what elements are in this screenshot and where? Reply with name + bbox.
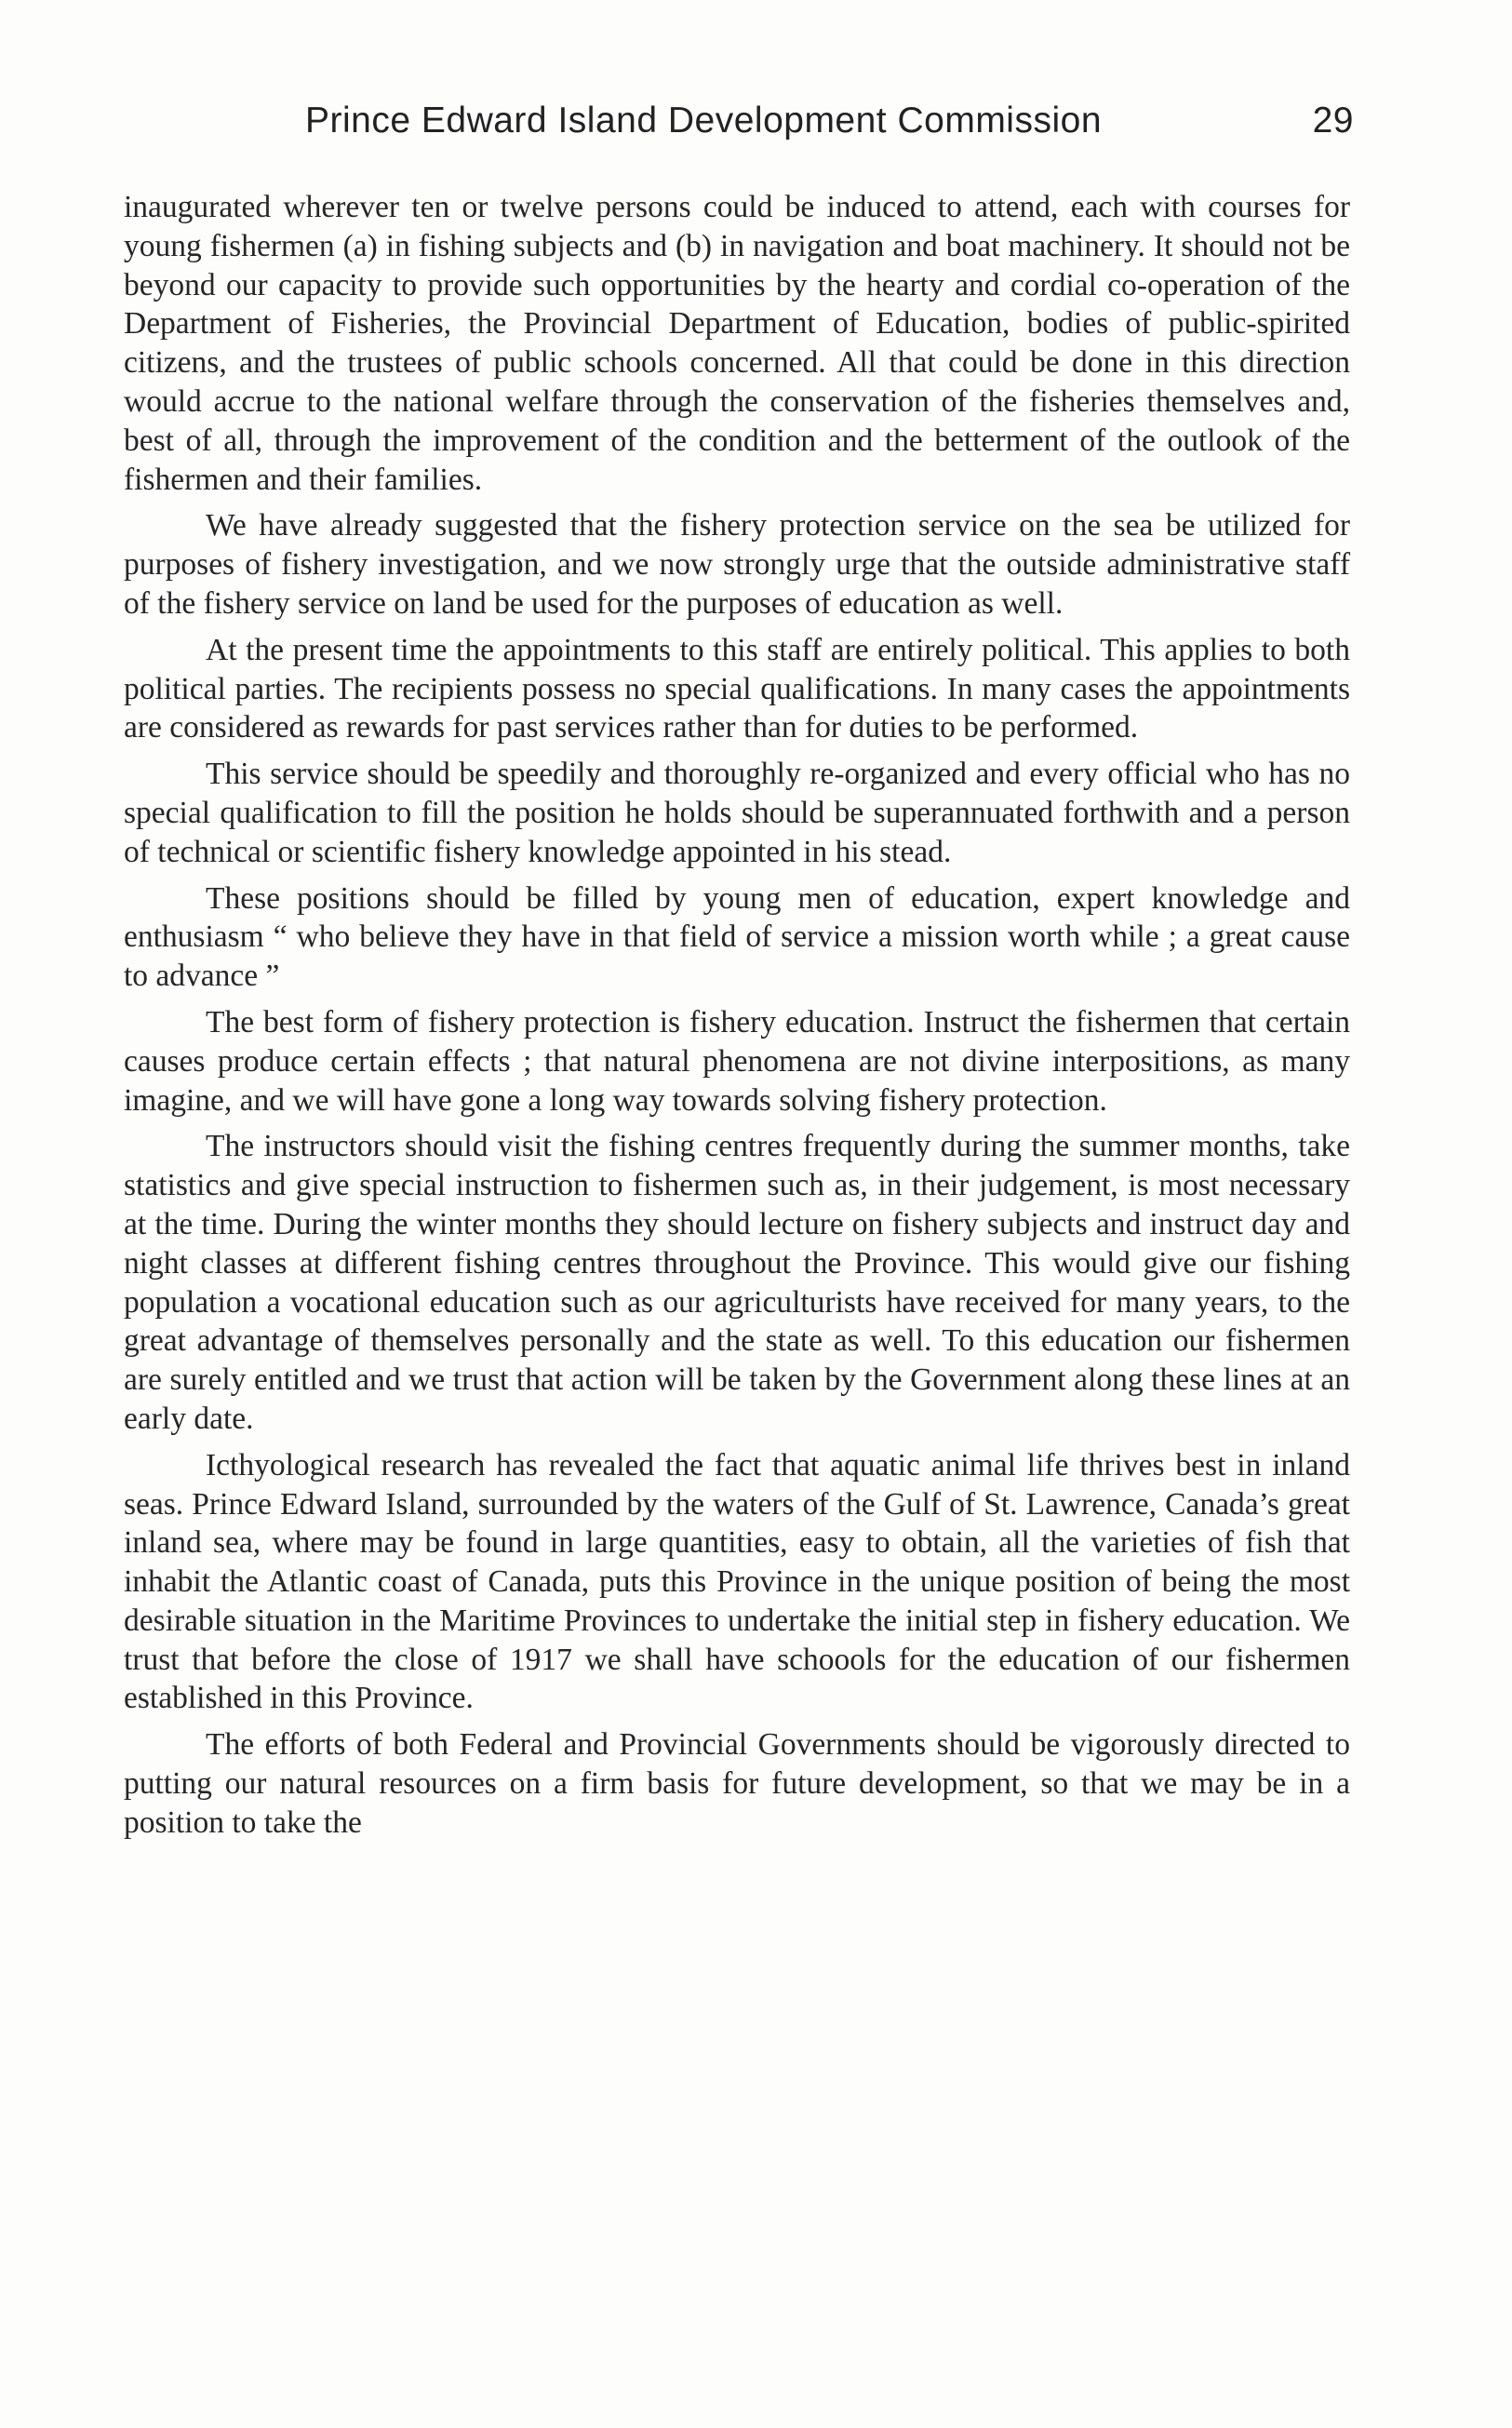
page-number: 29 [1312,101,1354,141]
running-title: Prince Edward Island Development Commission [305,101,1103,141]
paragraph-young-men: These positions should be filled by young men of education, expert knowledge and enthusiasm “ who believe they have in that field of service a mission worth while ; a great cause to advance ” [124,880,1350,994]
paragraph-government-efforts: The efforts of both Federal and Provincial Governments should be vigorously directed to putting our natural resources on a firm basis for future development, so that we may be in a position to take the [124,1727,1350,1840]
body-text [124,188,1350,1850]
page-header [124,101,1354,156]
paragraph-continued: inaugurated wherever ten or twelve persons could be induced to attend, each with courses for young fishermen (a) in fishing subjects and (b) in navigation and boat machinery. It should not be beyond our capacity to provide such opportunities by the hearty and cordial co-operation of the Department of Fisheries, the Provincial Department of Education, bodies of public-spirited citizens, and the trustees of public schools concerned. All that could be done in this direction would accrue to the national welfare through the conservation of the fisheries themselves and, best of all, through the improvement of the condition and the betterment of the outlook of the fishermen and their families. [124,190,1350,497]
paragraph-political-appointments: At the present time the appointments to this staff are entirely political. This applies to both political parties. The recipients possess no special qualifications. In many cases the appointments are considered as rewards for past services rather than for duties to be performed. [124,632,1350,745]
paragraph-instructors: The instructors should visit the fishing centres frequently during the summer months, take statistics and give special instruction to fishermen such as, in their judgement, is most necessary at the time. During the winter months they should lecture on fishery subjects and instruct day and night classes at different fishing centres throughout the Province. This would give our fishing population a vocational education such as our agriculturists have received for many years, to the great advantage of themselves personally and the state as well. To this education our fishermen are surely entitled and we trust that action will be taken by the Government along these lines at an early date. [124,1129,1350,1436]
paragraph-reorganization: This service should be speedily and thoroughly re-organized and every official who has no special qualification to fill the position he holds should be superannuated forthwith and a person of technical or scientific fishery knowledge appointed in his stead. [124,757,1350,869]
paragraph-fishery-education: The best form of fishery protection is fishery education. Instruct the fishermen that certain causes produce certain effects ; that natural phenomena are not divine interpositions, as many imagine, and we will have gone a long way towards solving fishery protection. [124,1004,1350,1118]
paragraph-fishery-protection-service: We have already suggested that the fishery protection service on the sea be utilized for purposes of fishery investigation, and we now strongly urge that the outside administrative staff of the fishery service on land be used for the purposes of education as well. [124,508,1350,621]
paragraph-icthyological-research: Icthyological research has revealed the fact that aquatic animal life thrives best in inland seas. Prince Edward Island, surrounded by the waters of the Gulf of St. Lawrence, Canada’s great inland sea, where may be found in large quantities, easy to obtain, all the varieties of fish that inhabit the Atlantic coast of Canada, puts this Province in the unique position of being the most desirable situation in the Maritime Provinces to undertake the initial step in fishery education. We trust that before the close of 1917 we shall have schoools for the education of our fishermen established in this Province. [124,1447,1350,1716]
